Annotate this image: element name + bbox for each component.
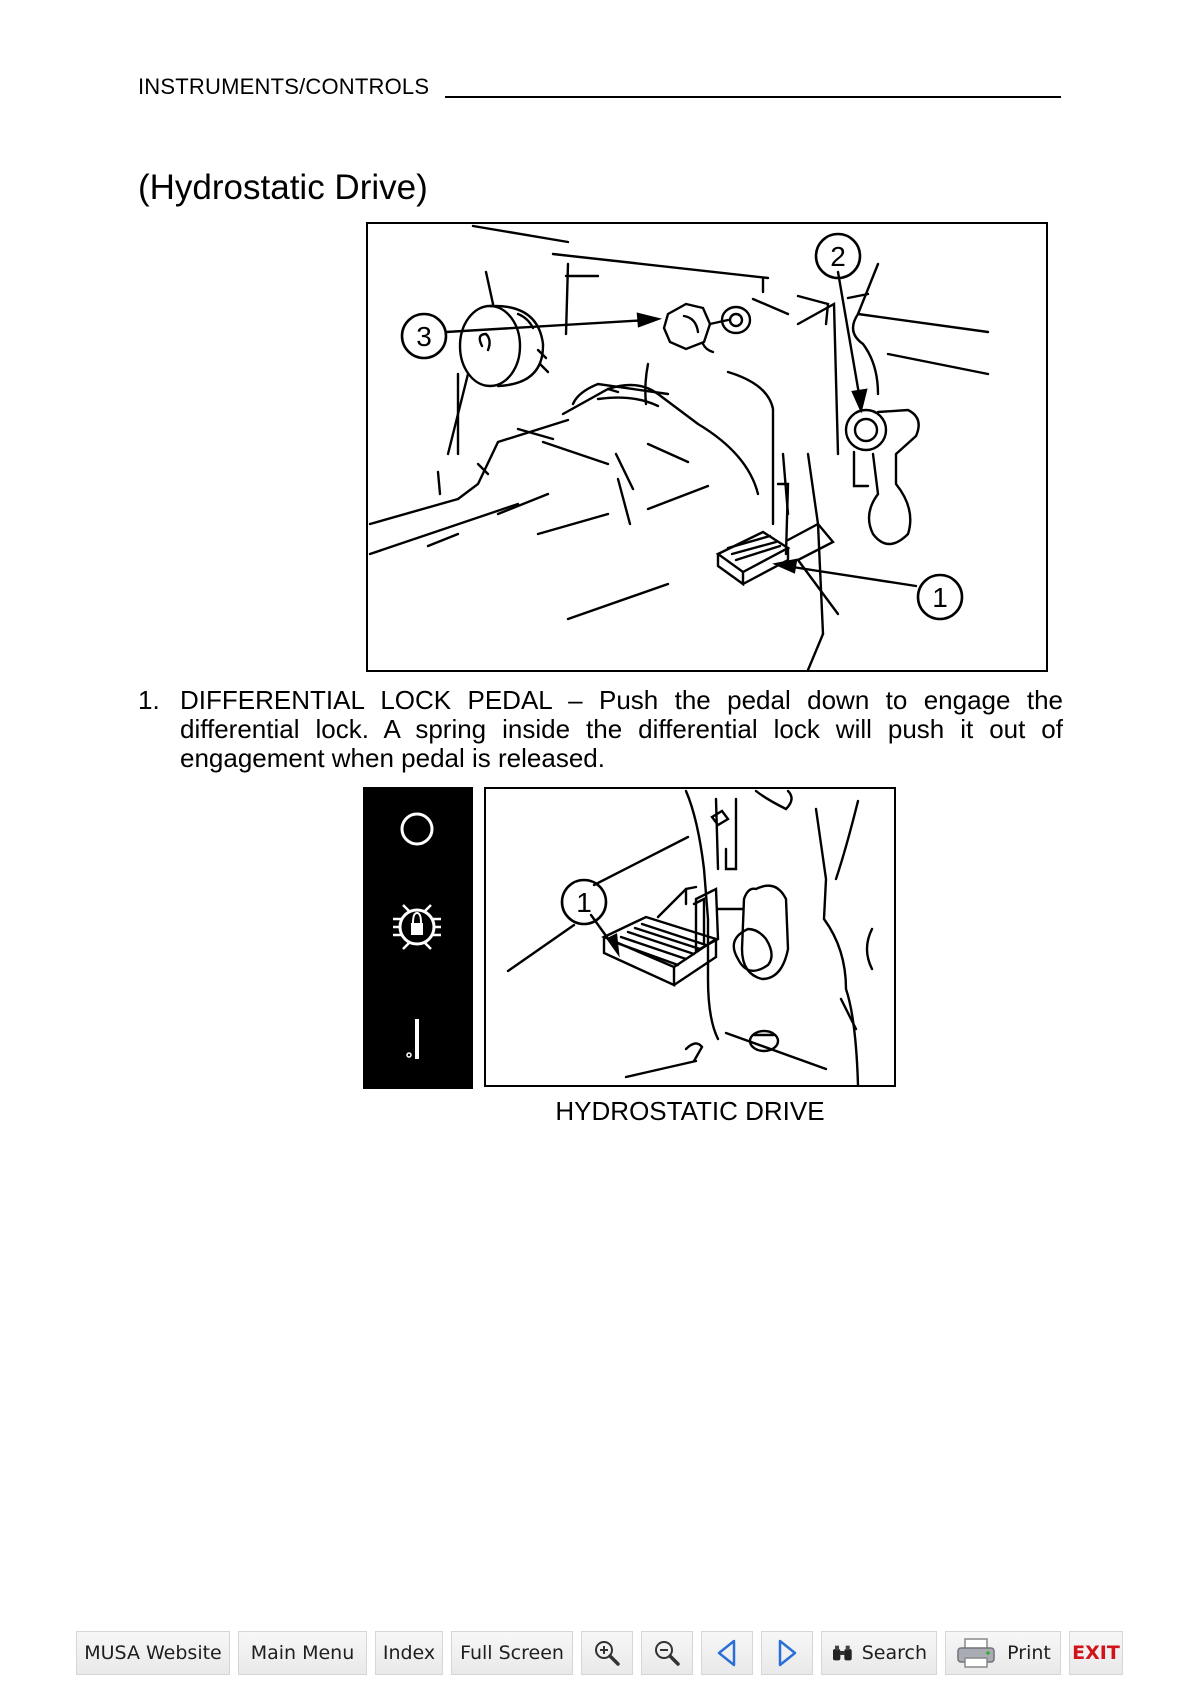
print-button[interactable] (945, 1631, 1061, 1675)
differential-lock-icon (393, 905, 441, 949)
exit-button[interactable] (1069, 1631, 1123, 1675)
callout-2: 2 (830, 241, 846, 272)
exit-label: EXIT (1072, 1642, 1120, 1664)
full-screen-button[interactable] (451, 1631, 573, 1675)
callout-1-bottom: 1 (576, 887, 592, 918)
index-button[interactable] (375, 1631, 443, 1675)
zoom-in-button[interactable] (581, 1631, 633, 1675)
item-number: 1. (138, 685, 160, 715)
circle-icon (402, 814, 432, 844)
previous-page-icon (714, 1638, 740, 1668)
zoom-out-button[interactable] (641, 1631, 693, 1675)
figure-hydrostatic-drive (484, 787, 896, 1087)
header-title: INSTRUMENTS/CONTROLS (138, 74, 430, 99)
next-page-icon (774, 1638, 800, 1668)
search-label: Search (861, 1642, 927, 1664)
callout-1: 1 (932, 582, 948, 613)
indicator-icon-panel (363, 787, 473, 1089)
main-menu-button[interactable] (238, 1631, 367, 1675)
index-label: Index (382, 1642, 436, 1664)
item-text: DIFFERENTIAL LOCK PEDAL – Push the pedal down to engage the differential lock. A spring inside the differential lock will push it out of engagement when pedal is released. (180, 685, 1063, 773)
previous-page-button[interactable] (701, 1631, 753, 1675)
zoom-in-icon (592, 1638, 622, 1668)
musa-website-label: MUSA Website (84, 1642, 222, 1664)
navigation-toolbar (76, 1631, 1123, 1677)
list-item (138, 686, 1063, 773)
header-rule (445, 96, 1061, 98)
callout-3: 3 (416, 321, 432, 352)
item-list (138, 686, 1063, 773)
figure-top-drawing (368, 224, 1046, 670)
binoculars-icon (831, 1639, 854, 1667)
next-page-button[interactable] (761, 1631, 813, 1675)
zoom-out-icon (652, 1638, 682, 1668)
figure-differential-lock-pedal (366, 222, 1048, 672)
figure-bottom-drawing (486, 789, 894, 1085)
print-label: Print (1007, 1642, 1051, 1664)
section-title: (Hydrostatic Drive) (138, 168, 428, 207)
main-menu-label: Main Menu (250, 1642, 355, 1664)
search-button[interactable] (821, 1631, 937, 1675)
figure-caption: HYDROSTATIC DRIVE (555, 1096, 825, 1126)
printer-icon (955, 1636, 997, 1670)
musa-website-button[interactable] (76, 1631, 230, 1675)
full-screen-label: Full Screen (460, 1642, 564, 1664)
vertical-bar-icon (407, 1019, 417, 1059)
